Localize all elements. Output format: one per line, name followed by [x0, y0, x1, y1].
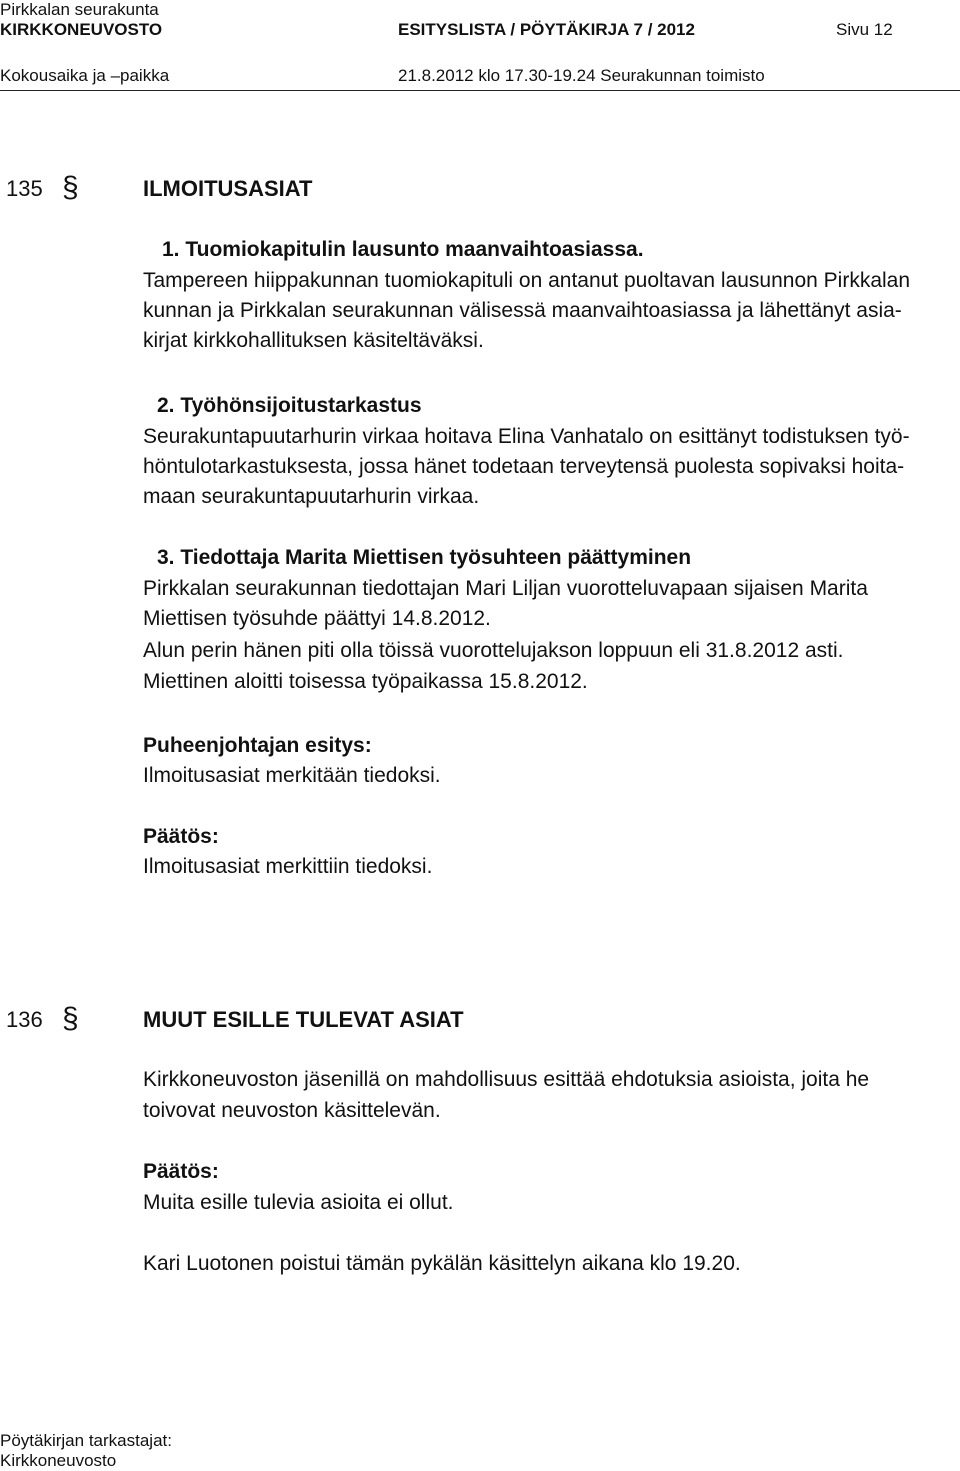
header-body: KIRKKONEUVOSTO — [0, 20, 163, 39]
item-3-line-2: Miettisen työsuhde päättyi 14.8.2012. — [143, 607, 491, 630]
s136-decision-label: Päätös: — [143, 1160, 219, 1183]
header-divider — [0, 90, 960, 91]
decision-label: Päätös: — [143, 825, 219, 848]
s136-note: Kari Luotonen poistui tämän pykälän käsittelyn aikana klo 19.20. — [143, 1252, 741, 1275]
item-3-line-4: Miettinen aloitti toisessa työpaikassa 15.8.2012. — [143, 670, 588, 693]
footer-org: Kirkkoneuvosto — [0, 1451, 117, 1470]
item-1-line-3: kirjat kirkkohallituksen käsiteltäväksi. — [143, 329, 484, 352]
header-org: Pirkkalan seurakunta — [0, 0, 159, 19]
decision-text: Ilmoitusasiat merkittiin tiedoksi. — [143, 855, 433, 878]
item-3-line-3: Alun perin hänen piti olla töissä vuorottelujakson loppuun eli 31.8.2012 asti. — [143, 639, 844, 662]
section-136-number: 136 — [6, 1007, 43, 1032]
header-doc-title: ESITYSLISTA / PÖYTÄKIRJA 7 / 2012 — [398, 20, 695, 39]
section-136-title: MUUT ESILLE TULEVAT ASIAT — [143, 1007, 464, 1032]
meeting-value: 21.8.2012 klo 17.30-19.24 Seurakunnan toimisto — [398, 66, 765, 85]
item-1-title: 1. Tuomiokapitulin lausunto maanvaihtoasiassa. — [162, 238, 644, 261]
item-3-line-1: Pirkkalan seurakunnan tiedottajan Mari Liljan vuorotteluvapaan sijaisen Marita — [143, 577, 868, 600]
section-135-title: ILMOITUSASIAT — [143, 176, 313, 201]
meeting-label: Kokousaika ja –paikka — [0, 66, 170, 85]
header-page-number: Sivu 12 — [836, 20, 893, 39]
proposal-text: Ilmoitusasiat merkitään tiedoksi. — [143, 764, 441, 787]
item-2-line-3: maan seurakuntapuutarhurin virkaa. — [143, 485, 480, 508]
s136-line-1: Kirkkoneuvoston jäsenillä on mahdollisuus esittää ehdotuksia asioista, joita he — [143, 1068, 870, 1091]
item-2-line-1: Seurakuntapuutarhurin virkaa hoitava Elina Vanhatalo on esittänyt todistuksen työ- — [143, 425, 910, 448]
item-3-title: 3. Tiedottaja Marita Miettisen työsuhteen päättyminen — [157, 546, 692, 569]
item-2-line-2: höntulotarkastuksesta, jossa hänet todetaan terveytensä puolesta sopivaksi hoita- — [143, 455, 905, 478]
s136-line-2: toivovat neuvoston käsittelevän. — [143, 1099, 441, 1122]
item-2-title: 2. Työhönsijoitustarkastus — [157, 394, 422, 417]
section-135-number: 135 — [6, 176, 43, 201]
footer-label: Pöytäkirjan tarkastajat: — [0, 1431, 172, 1450]
proposal-label: Puheenjohtajan esitys: — [143, 734, 372, 757]
section-sign-icon: § — [62, 171, 79, 204]
s136-decision-text: Muita esille tulevia asioita ei ollut. — [143, 1191, 454, 1214]
section-sign-icon: § — [62, 1002, 79, 1035]
item-1-line-2: kunnan ja Pirkkalan seurakunnan välisessä maanvaihtoasiassa ja lähettänyt asia- — [143, 299, 902, 322]
item-1-line-1: Tampereen hiippakunnan tuomiokapituli on antanut puoltavan lausunnon Pirkkalan — [143, 269, 911, 292]
